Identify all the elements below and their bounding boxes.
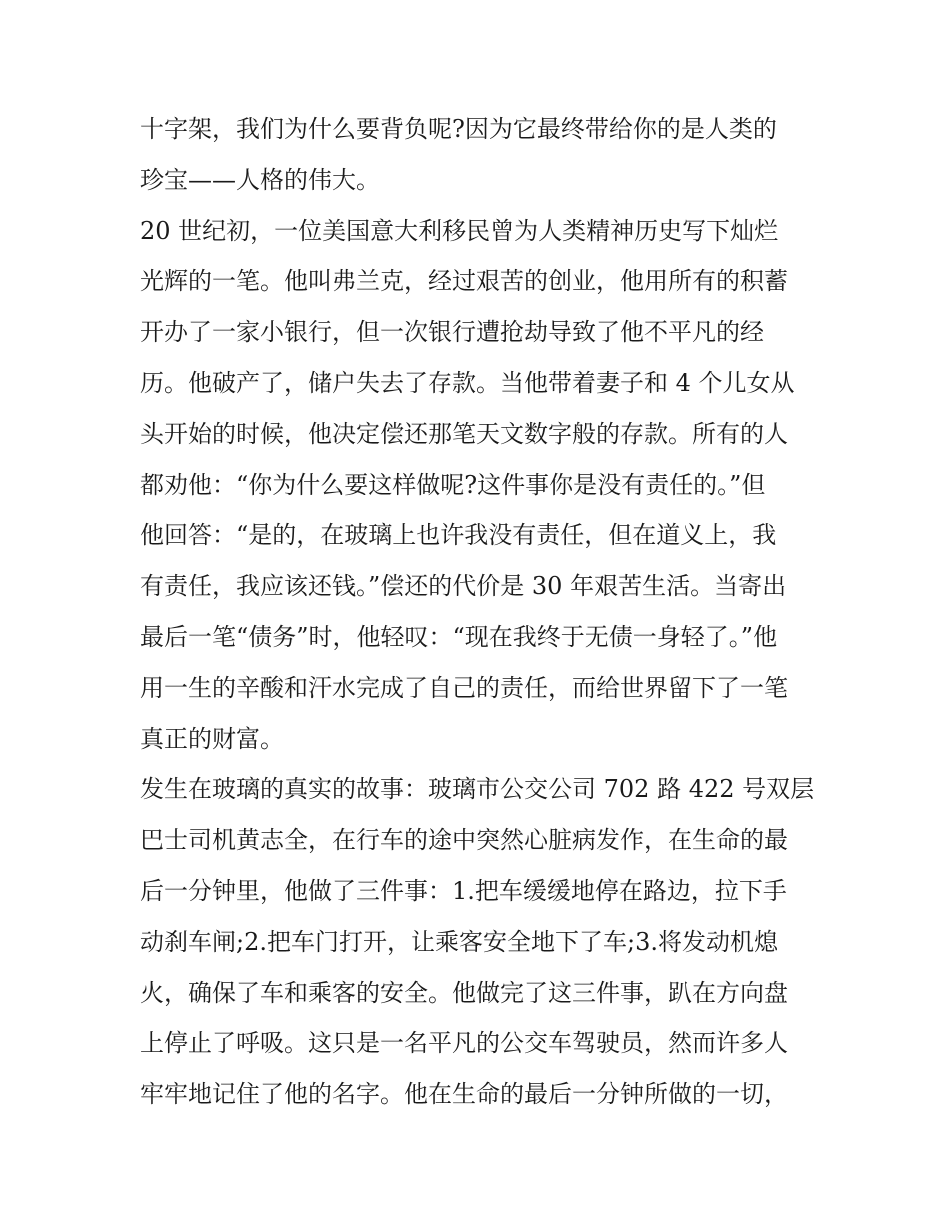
text-line-15: 巴士司机黄志全，在行车的途中突然心脏病发作，在生命的最 [140, 826, 788, 855]
text-line-4: 光辉的一笔。他叫弗兰克，经过艰苦的创业，他用所有的积蓄 [140, 267, 788, 296]
text-line-18: 火，确保了车和乘客的安全。他做完了这三件事，趴在方向盘 [140, 978, 788, 1007]
text-line-10: 有责任，我应该还钱。”偿还的代价是 30 年艰苦生活。当寄出 [140, 572, 787, 601]
text-line-17: 动刹车闸;2.把车门打开，让乘客安全地下了车;3.将发动机熄 [140, 927, 778, 956]
text-line-16: 后一分钟里，他做了三件事：1.把车缓缓地停在路边，拉下手 [140, 876, 787, 905]
text-line-9: 他回答：“是的，在玻璃上也许我没有责任，但在道义上，我 [140, 521, 777, 550]
text-line-19: 上停止了呼吸。这只是一名平凡的公交车驾驶员，然而许多人 [140, 1029, 788, 1058]
text-line-1: 十字架，我们为什么要背负呢?因为它最终带给你的是人类的 [140, 115, 777, 143]
text-line-2: 珍宝——人格的伟大。 [140, 165, 380, 194]
text-line-14: 发生在玻璃的真实的故事：玻璃市公交公司 702 路 422 号双层 [140, 775, 815, 804]
text-line-12: 用一生的辛酸和汗水完成了自己的责任，而给世界留下了一笔 [140, 673, 788, 702]
text-line-7: 头开始的时候，他决定偿还那笔天文数字般的存款。所有的人 [140, 419, 788, 448]
text-line-5: 开办了一家小银行，但一次银行遭抢劫导致了他不平凡的经 [140, 318, 764, 347]
text-line-8: 都劝他：“你为什么要这样做呢?这件事你是没有责任的。”但 [140, 470, 766, 499]
text-line-20: 牢牢地记住了他的名字。他在生命的最后一分钟所做的一切， [140, 1080, 788, 1109]
text-line-3: 20 世纪初，一位美国意大利移民曾为人类精神历史写下灿烂 [140, 216, 779, 245]
text-line-6: 历。他破产了，储户失去了存款。当他带着妻子和 4 个儿女从 [140, 368, 795, 397]
text-line-13: 真正的财富。 [140, 724, 284, 753]
text-line-11: 最后一笔“债务”时，他轻叹：“现在我终于无债一身轻了。”他 [140, 622, 778, 651]
document-body [140, 104, 815, 1120]
